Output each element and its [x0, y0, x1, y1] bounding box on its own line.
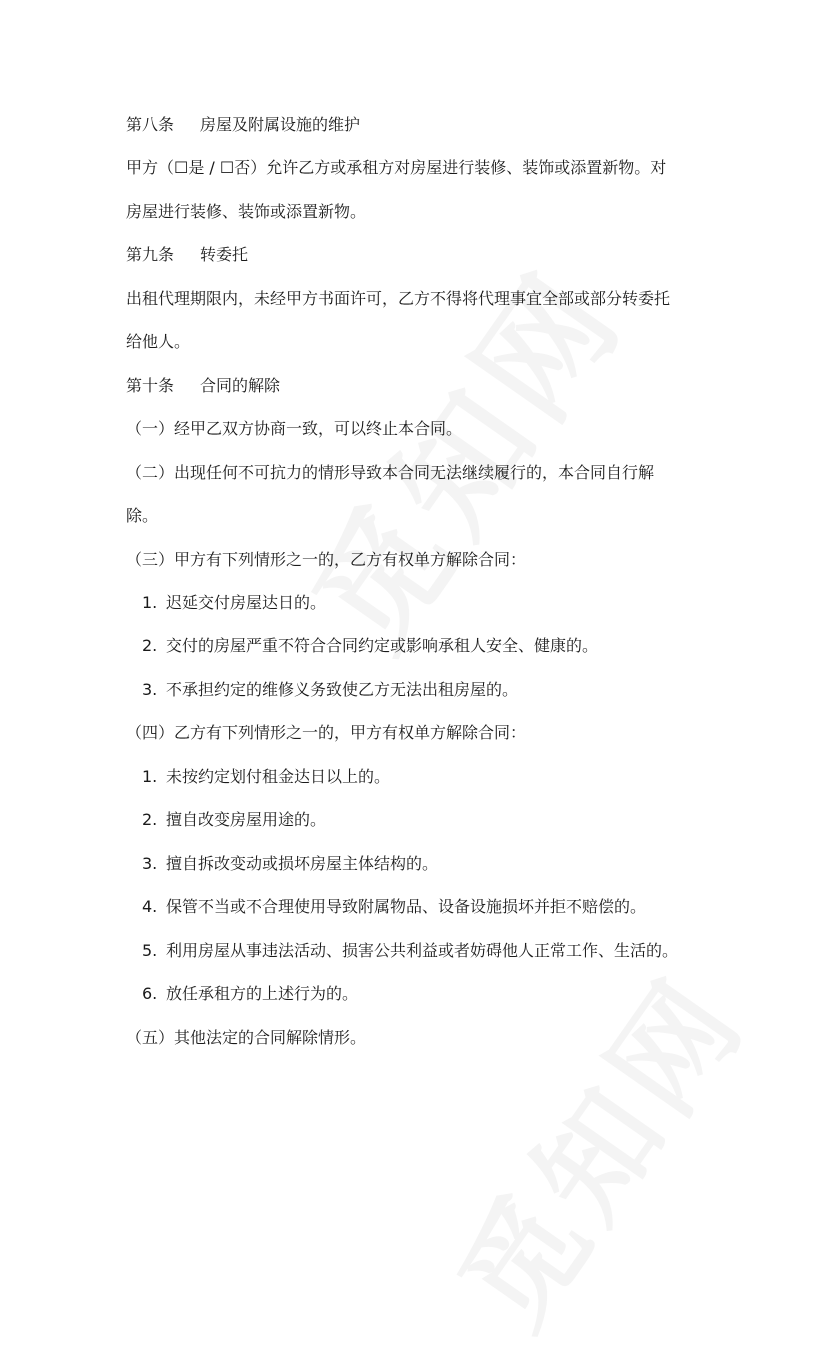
article10-number: 第十条	[126, 376, 175, 395]
item-number: 1.	[142, 767, 158, 786]
clause3-item	[142, 679, 518, 701]
clause4-item	[142, 766, 390, 788]
clause4: （四）乙方有下列情形之一的，甲方有权单方解除合同：	[126, 723, 527, 742]
item-text: 未按约定划付租金达日以上的。	[166, 767, 391, 786]
item-text: 保管不当或不合理使用导致附属物品、设备设施损坏并拒不赔偿的。	[166, 897, 647, 916]
article9-heading	[126, 244, 248, 266]
clause4-item	[142, 853, 438, 875]
item-number: 5.	[142, 941, 158, 960]
article9-title: 转委托	[200, 245, 249, 264]
item-text: 交付的房屋严重不符合合同约定或影响承租人安全、健康的。	[166, 636, 599, 655]
article10-title: 合同的解除	[200, 376, 281, 395]
article8-paragraph-line1: 甲方（☐是 / ☐否）允许乙方或承租方对房屋进行装修、装饰或添置新物。对	[126, 158, 667, 177]
item-text: 利用房屋从事违法活动、损害公共利益或者妨碍他人正常工作、生活的。	[166, 941, 679, 960]
clause3-item	[142, 635, 598, 657]
article8-number: 第八条	[126, 115, 175, 134]
item-number: 2.	[142, 810, 158, 829]
item-text: 迟延交付房屋达日的。	[166, 593, 327, 612]
item-number: 6.	[142, 984, 158, 1003]
watermark-text-lower	[413, 937, 778, 1355]
clause1: （一）经甲乙双方协商一致，可以终止本合同。	[126, 419, 463, 438]
clause3: （三）甲方有下列情形之一的，乙方有权单方解除合同：	[126, 550, 527, 569]
item-number: 2.	[142, 636, 158, 655]
item-number: 4.	[142, 897, 158, 916]
item-number: 3.	[142, 854, 158, 873]
clause4-item	[142, 940, 678, 962]
item-text: 放任承租方的上述行为的。	[166, 984, 359, 1003]
clause4-item	[142, 896, 646, 918]
item-text: 擅自拆改变动或损坏房屋主体结构的。	[166, 854, 439, 873]
clause4-item	[142, 809, 326, 831]
item-text: 擅自改变房屋用途的。	[166, 810, 327, 829]
article10-heading	[126, 375, 280, 397]
clause2-line2: 除。	[126, 506, 159, 525]
article8-title: 房屋及附属设施的维护	[200, 115, 361, 134]
item-number: 3.	[142, 680, 158, 699]
article9-number: 第九条	[126, 245, 175, 264]
item-text: 不承担约定的维修义务致使乙方无法出租房屋的。	[166, 680, 519, 699]
article9-paragraph-line1: 出租代理期限内，未经甲方书面许可，乙方不得将代理事宜全部或部分转委托	[126, 289, 671, 308]
article8-heading	[126, 114, 360, 136]
article9-paragraph-line2: 给他人。	[126, 332, 191, 351]
clause2-line1: （二）出现任何不可抗力的情形导致本合同无法继续履行的，本合同自行解	[126, 463, 655, 482]
clause4-item	[142, 983, 358, 1005]
clause5: （五）其他法定的合同解除情形。	[126, 1028, 367, 1047]
article8-paragraph-line2: 房屋进行装修、装饰或添置新物。	[126, 202, 367, 221]
item-number: 1.	[142, 593, 158, 612]
clause3-item	[142, 592, 326, 614]
